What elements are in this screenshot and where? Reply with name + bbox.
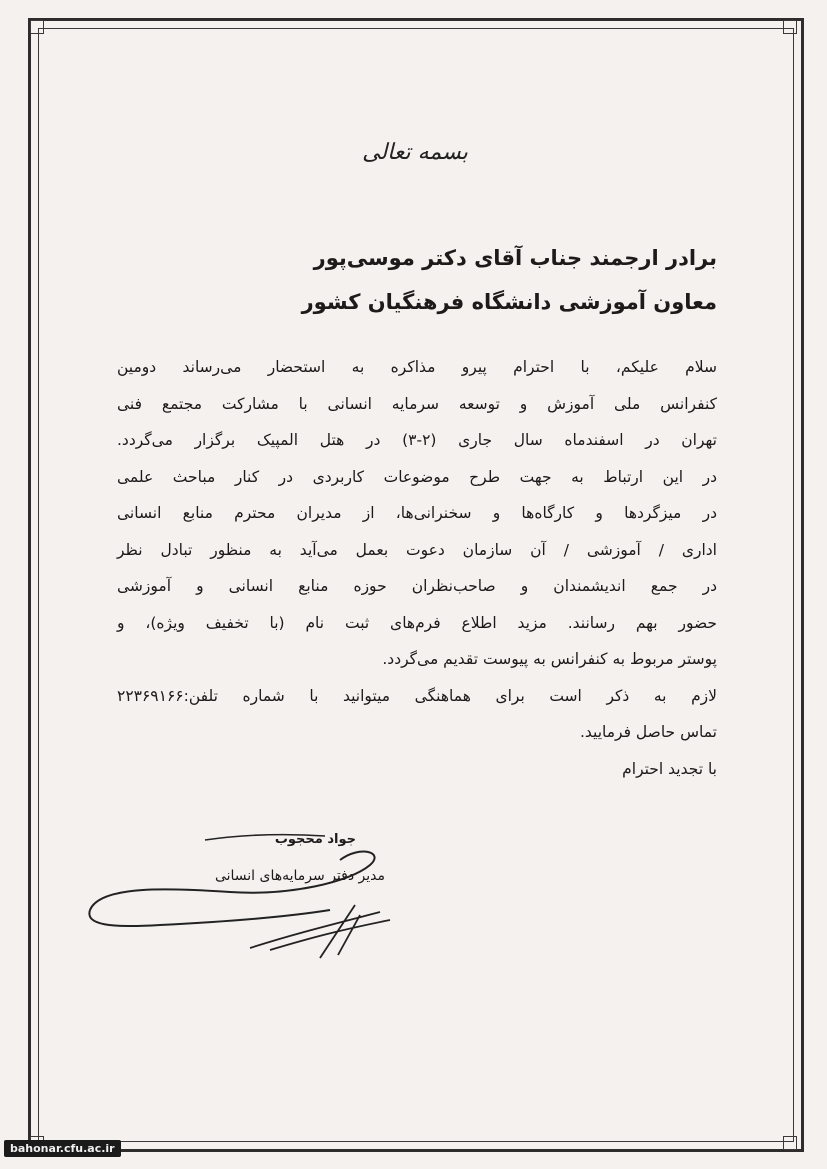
body-line: اداری / آموزشی / آن سازمان دعوت بعمل می‌آید به منظور تبادل نظر xyxy=(117,540,717,559)
corner-ornament xyxy=(783,1136,797,1150)
signatory-name: جواد محجوب xyxy=(274,832,356,847)
handwritten-signature xyxy=(80,830,400,970)
body-line: سلام علیکم، با احترام پیرو مذاکره به استحضار می‌رساند دومین xyxy=(117,358,717,376)
body-line: کنفرانس ملی آموزش و توسعه سرمایه انسانی با مشارکت مجتمع فنی xyxy=(117,394,717,413)
addressee-line: برادر ارجمند جناب آقای دکتر موسی‌پور xyxy=(313,246,717,270)
addressee-line: معاون آموزشی دانشگاه فرهنگیان کشور xyxy=(301,290,717,314)
body-line: در این ارتباط به جهت طرح موضوعات کاربردی در کنار مباحث علمی xyxy=(117,467,717,486)
signatory-title: مدیر دفتر سرمایه‌های انسانی xyxy=(214,868,385,884)
site-watermark: bahonar.cfu.ac.ir xyxy=(4,1140,121,1157)
body-line: لازم به ذکر است برای هماهنگی میتوانید با شماره تلفن:۲۲۳۶۹۱۶۶ xyxy=(117,686,717,705)
body-line: تهران در اسفندماه سال جاری (۲-۳) در هتل المپیک برگزار می‌گردد. xyxy=(117,431,717,449)
body-line: حضور بهم رسانند. مزید اطلاع فرم‌های ثبت نام (با تخفیف ویژه)، و xyxy=(117,613,717,632)
corner-ornament xyxy=(30,20,44,34)
body-line: در جمع اندیشمندان و صاحب‌نظران حوزه منابع انسانی و آموزشی xyxy=(117,577,717,595)
body-line: در میزگردها و کارگاه‌ها و سخنرانی‌ها، از مدیران محترم منابع انسانی xyxy=(117,504,717,522)
letter-body xyxy=(117,349,717,787)
closing-line: با تجدید احترام xyxy=(622,759,717,778)
basmala-heading: بسمه تعالی xyxy=(362,140,468,165)
corner-ornament xyxy=(783,20,797,34)
body-line: پوستر مربوط به کنفرانس به پیوست تقدیم می‌گردد. xyxy=(382,650,717,668)
addressee-block xyxy=(157,236,717,324)
body-line: تماس حاصل فرمایید. xyxy=(579,723,717,741)
